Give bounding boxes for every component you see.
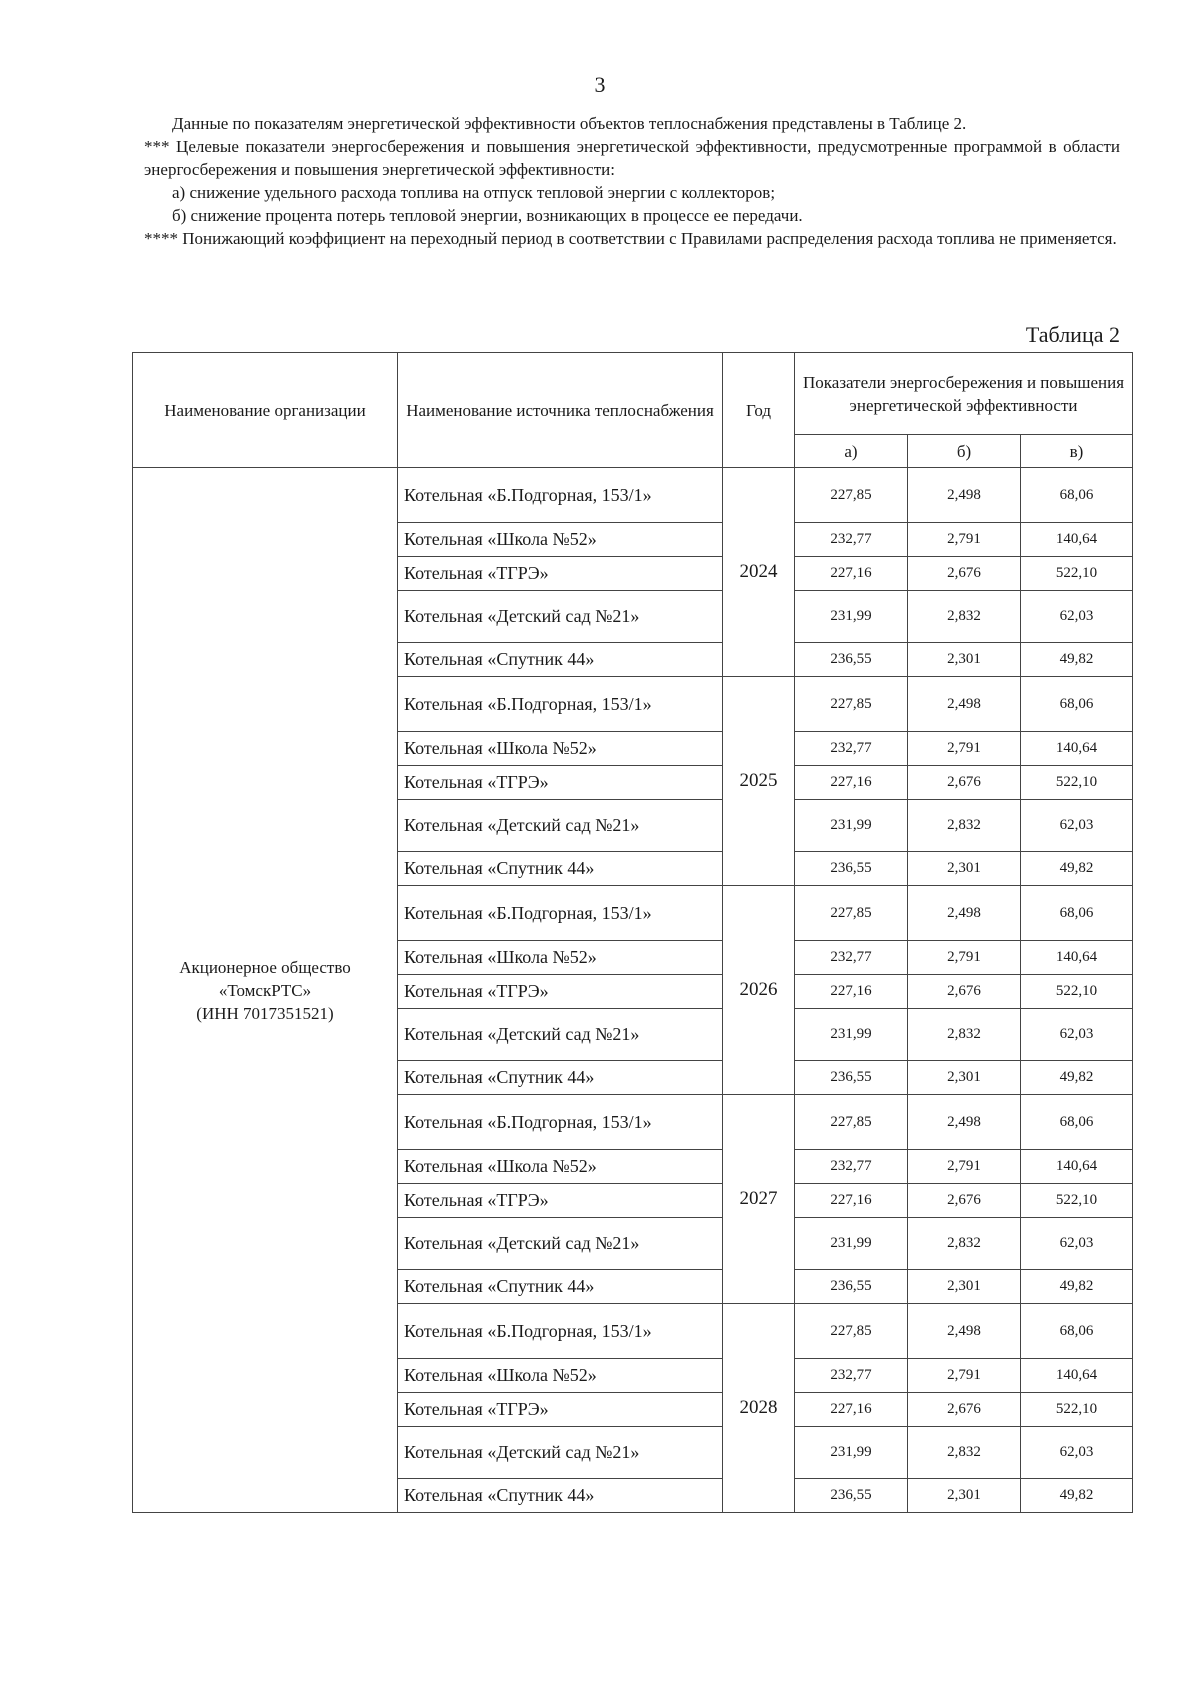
- table-caption: Таблица 2: [1025, 322, 1120, 347]
- organization-line1: Акционерное общество: [179, 957, 351, 977]
- indicator-b-cell: 2,832: [908, 1218, 1021, 1270]
- indicator-c-cell: 49,82: [1021, 1270, 1133, 1304]
- indicator-a-cell: 227,85: [795, 468, 908, 523]
- header-source: Наименование источника теплоснабжения: [398, 353, 723, 468]
- indicator-a-cell: 227,16: [795, 1184, 908, 1218]
- source-cell: Котельная «Детский сад №21»: [398, 1009, 723, 1061]
- indicator-b-cell: 2,832: [908, 1427, 1021, 1479]
- source-cell: Котельная «ТГРЭ»: [398, 975, 723, 1009]
- indicator-c-cell: 68,06: [1021, 1304, 1133, 1359]
- indicator-a-cell: 236,55: [795, 852, 908, 886]
- indicator-c-cell: 49,82: [1021, 1479, 1133, 1513]
- indicator-c-cell: 522,10: [1021, 557, 1133, 591]
- indicator-a-cell: 232,77: [795, 941, 908, 975]
- footnote-coefficient: **** Понижающий коэффициент на переходный период в соответствии с Правилами распределения расхода топлива не применяется.: [144, 229, 1117, 248]
- source-cell: Котельная «Б.Подгорная, 153/1»: [398, 677, 723, 732]
- indicator-b-cell: 2,791: [908, 941, 1021, 975]
- indicator-a-cell: 231,99: [795, 1427, 908, 1479]
- indicator-b-cell: 2,791: [908, 732, 1021, 766]
- header-sub-b: б): [908, 435, 1021, 468]
- footnote-item-a: а) снижение удельного расхода топлива на отпуск тепловой энергии с коллекторов;: [172, 183, 776, 202]
- indicator-c-cell: 522,10: [1021, 1393, 1133, 1427]
- indicator-b-cell: 2,498: [908, 1095, 1021, 1150]
- source-cell: Котельная «ТГРЭ»: [398, 557, 723, 591]
- source-cell: Котельная «Школа №52»: [398, 1150, 723, 1184]
- indicator-b-cell: 2,498: [908, 1304, 1021, 1359]
- header-year: Год: [723, 353, 795, 468]
- indicator-b-cell: 2,301: [908, 852, 1021, 886]
- indicator-b-cell: 2,301: [908, 1270, 1021, 1304]
- indicators-table: [132, 352, 1133, 1513]
- indicator-c-cell: 62,03: [1021, 800, 1133, 852]
- indicator-b-cell: 2,301: [908, 643, 1021, 677]
- indicator-b-cell: 2,676: [908, 766, 1021, 800]
- indicator-a-cell: 232,77: [795, 1359, 908, 1393]
- source-cell: Котельная «Детский сад №21»: [398, 1218, 723, 1270]
- indicator-a-cell: 236,55: [795, 643, 908, 677]
- indicator-c-cell: 68,06: [1021, 468, 1133, 523]
- indicator-c-cell: 68,06: [1021, 1095, 1133, 1150]
- indicator-a-cell: 227,85: [795, 1304, 908, 1359]
- source-cell: Котельная «Спутник 44»: [398, 1061, 723, 1095]
- year-cell: 2028: [723, 1304, 795, 1513]
- source-cell: Котельная «Школа №52»: [398, 523, 723, 557]
- indicator-a-cell: 227,16: [795, 766, 908, 800]
- indicator-a-cell: 231,99: [795, 1218, 908, 1270]
- source-cell: Котельная «ТГРЭ»: [398, 766, 723, 800]
- source-cell: Котельная «Детский сад №21»: [398, 1427, 723, 1479]
- indicator-a-cell: 231,99: [795, 800, 908, 852]
- indicator-b-cell: 2,676: [908, 557, 1021, 591]
- source-cell: Котельная «Спутник 44»: [398, 852, 723, 886]
- indicator-c-cell: 522,10: [1021, 975, 1133, 1009]
- source-cell: Котельная «Детский сад №21»: [398, 591, 723, 643]
- header-organization: Наименование организации: [133, 353, 398, 468]
- table-body: [133, 468, 1133, 1513]
- indicator-b-cell: 2,791: [908, 1359, 1021, 1393]
- table-row: [133, 468, 1133, 523]
- intro-text: [144, 112, 1120, 250]
- organization-cell: [133, 468, 398, 1513]
- indicator-a-cell: 227,85: [795, 1095, 908, 1150]
- indicator-b-cell: 2,832: [908, 1009, 1021, 1061]
- source-cell: Котельная «Школа №52»: [398, 732, 723, 766]
- indicator-a-cell: 227,16: [795, 1393, 908, 1427]
- indicator-c-cell: 62,03: [1021, 1218, 1133, 1270]
- indicator-b-cell: 2,791: [908, 1150, 1021, 1184]
- year-cell: 2025: [723, 677, 795, 886]
- indicator-a-cell: 227,16: [795, 975, 908, 1009]
- source-cell: Котельная «Спутник 44»: [398, 1479, 723, 1513]
- source-cell: Котельная «Детский сад №21»: [398, 800, 723, 852]
- indicator-c-cell: 49,82: [1021, 643, 1133, 677]
- indicator-c-cell: 522,10: [1021, 766, 1133, 800]
- footnote-item-b: б) снижение процента потерь тепловой энергии, возникающих в процессе ее передачи.: [172, 206, 803, 225]
- organization-line2: «ТомскРТС»: [218, 980, 312, 1000]
- source-cell: Котельная «Школа №52»: [398, 941, 723, 975]
- indicator-b-cell: 2,498: [908, 468, 1021, 523]
- source-cell: Котельная «ТГРЭ»: [398, 1393, 723, 1427]
- indicator-c-cell: 140,64: [1021, 941, 1133, 975]
- indicator-c-cell: 140,64: [1021, 732, 1133, 766]
- source-cell: Котельная «Б.Подгорная, 153/1»: [398, 886, 723, 941]
- indicator-a-cell: 236,55: [795, 1479, 908, 1513]
- indicator-b-cell: 2,832: [908, 800, 1021, 852]
- indicator-c-cell: 140,64: [1021, 1359, 1133, 1393]
- page-number: 3: [594, 72, 606, 97]
- indicator-a-cell: 236,55: [795, 1270, 908, 1304]
- indicator-b-cell: 2,832: [908, 591, 1021, 643]
- footnote-targets: *** Целевые показатели энергосбережения и повышения энергетической эффективности, предусмотренные программой в области энергосбережения и повышения энергетической эффективности:: [144, 137, 1120, 179]
- indicator-b-cell: 2,676: [908, 1393, 1021, 1427]
- intro-paragraph: Данные по показателям энергетической эффективности объектов теплоснабжения представлены в Таблице 2.: [172, 114, 967, 133]
- header-indicators: Показатели энергосбережения и повышения энергетической эффективности: [795, 353, 1133, 435]
- indicator-b-cell: 2,498: [908, 677, 1021, 732]
- indicator-a-cell: 232,77: [795, 1150, 908, 1184]
- indicator-c-cell: 49,82: [1021, 852, 1133, 886]
- indicator-a-cell: 231,99: [795, 1009, 908, 1061]
- indicator-c-cell: 522,10: [1021, 1184, 1133, 1218]
- indicator-b-cell: 2,301: [908, 1479, 1021, 1513]
- indicator-c-cell: 62,03: [1021, 1427, 1133, 1479]
- indicator-a-cell: 227,85: [795, 886, 908, 941]
- indicator-c-cell: 68,06: [1021, 677, 1133, 732]
- source-cell: Котельная «Спутник 44»: [398, 1270, 723, 1304]
- year-cell: 2024: [723, 468, 795, 677]
- source-cell: Котельная «ТГРЭ»: [398, 1184, 723, 1218]
- source-cell: Котельная «Школа №52»: [398, 1359, 723, 1393]
- source-cell: Котельная «Б.Подгорная, 153/1»: [398, 1304, 723, 1359]
- source-cell: Котельная «Спутник 44»: [398, 643, 723, 677]
- indicator-b-cell: 2,791: [908, 523, 1021, 557]
- indicator-a-cell: 236,55: [795, 1061, 908, 1095]
- indicator-c-cell: 140,64: [1021, 523, 1133, 557]
- header-sub-a: а): [795, 435, 908, 468]
- indicator-c-cell: 62,03: [1021, 591, 1133, 643]
- indicator-a-cell: 232,77: [795, 732, 908, 766]
- indicator-a-cell: 232,77: [795, 523, 908, 557]
- organization-line3: (ИНН 7017351521): [196, 1003, 334, 1023]
- indicator-a-cell: 227,85: [795, 677, 908, 732]
- indicator-b-cell: 2,676: [908, 1184, 1021, 1218]
- indicator-a-cell: 227,16: [795, 557, 908, 591]
- indicator-b-cell: 2,676: [908, 975, 1021, 1009]
- indicator-c-cell: 62,03: [1021, 1009, 1133, 1061]
- indicator-b-cell: 2,301: [908, 1061, 1021, 1095]
- indicator-c-cell: 68,06: [1021, 886, 1133, 941]
- indicator-c-cell: 140,64: [1021, 1150, 1133, 1184]
- year-cell: 2026: [723, 886, 795, 1095]
- year-cell: 2027: [723, 1095, 795, 1304]
- source-cell: Котельная «Б.Подгорная, 153/1»: [398, 1095, 723, 1150]
- indicator-a-cell: 231,99: [795, 591, 908, 643]
- indicator-b-cell: 2,498: [908, 886, 1021, 941]
- source-cell: Котельная «Б.Подгорная, 153/1»: [398, 468, 723, 523]
- indicator-c-cell: 49,82: [1021, 1061, 1133, 1095]
- header-sub-c: в): [1021, 435, 1133, 468]
